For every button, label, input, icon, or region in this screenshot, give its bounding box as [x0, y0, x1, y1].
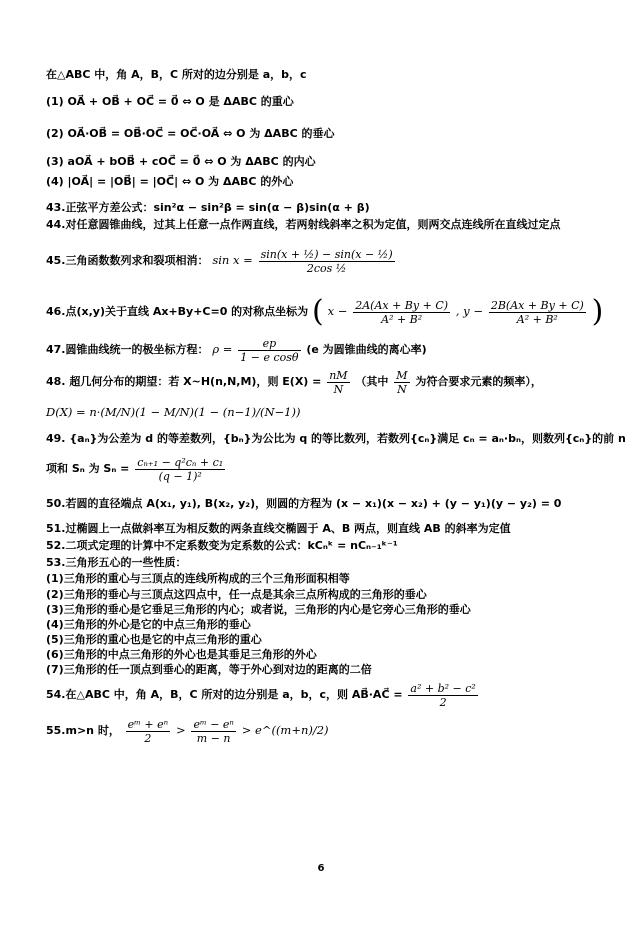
item-48-fraction-frequency: [394, 369, 409, 396]
item-45: [46, 236, 612, 284]
property-2: (2) OA⃗·OB⃗ = OB⃗·OC⃗ = OC⃗·OA⃗ ⇔ O 为 ΔABC 的垂心: [46, 127, 335, 140]
item-45-label: 45.三角函数数列求和裂项相消：: [46, 254, 209, 267]
property-4: (4) |OA⃗| = |OB⃗| = |OC⃗| ⇔ O 为 ΔABC 的外心: [46, 175, 294, 188]
item-48-text-3: 为符合要求元素的频率），: [415, 375, 542, 388]
item-47-lhs: ρ =: [212, 342, 233, 356]
item-48-numerator-1: nM: [329, 368, 348, 382]
item-49-numerator: cₙ₊₁ − q²cₙ + c₁: [137, 455, 224, 469]
item-49-sum: [46, 452, 612, 486]
right-paren: ): [591, 294, 604, 329]
item-48-denominator-1: N: [333, 382, 344, 396]
item-47-fraction: [238, 337, 300, 364]
item-48: [46, 366, 612, 398]
item-48-text-2: （其中: [355, 375, 389, 388]
item-46-fraction-x: [353, 299, 450, 326]
item-44: 44.对任意圆锥曲线，过其上任意一点作两直线，若两射线斜率之积为定值，则两交点连线所在直线过定点: [46, 218, 561, 231]
item-48-denominator-2: N: [397, 382, 407, 396]
item-55: [46, 713, 612, 747]
item-54-denominator: 2: [439, 695, 447, 709]
item-55-denominator-2: m − n: [196, 731, 231, 745]
property-3: (3) aOA⃗ + bOB⃗ + cOC⃗ = 0⃗ ⇔ O 为 ΔABC 的内心: [46, 155, 316, 168]
item-55-gt-2: > e^((m+n)/2): [241, 723, 329, 737]
item-52: 52.二项式定理的计算中不定系数变为定系数的公式：kCₙᵏ = nCₙ₋₁ᵏ⁻¹: [46, 539, 398, 552]
item-53-6: (6)三角形的中点三角形的外心也是其垂足三角形的外心: [46, 648, 317, 661]
item-53-5: (5)三角形的重心也是它的中点三角形的重心: [46, 633, 262, 646]
item-54-text: 54.在△ABC 中，角 A，B，C 所对的边分别是 a，b，c，则 AB⃗·AC⃗ =: [46, 688, 403, 701]
item-53-1: (1)三角形的重心与三顶点的连线所构成的三个三角形面积相等: [46, 572, 350, 585]
item-48-fraction-expectation: [327, 369, 349, 396]
item-54: [46, 678, 612, 712]
item-46: [46, 291, 612, 331]
item-47: [46, 333, 612, 365]
item-54-fraction: [408, 682, 477, 709]
item-47-label: 47.圆锥曲线统一的极坐标方程：: [46, 343, 209, 356]
item-53-7: (7)三角形的任一顶点到垂心的距离，等于外心到对边的距离的二倍: [46, 663, 372, 676]
item-53-4: (4)三角形的外心是它的中点三角形的垂心: [46, 618, 251, 631]
item-53: 53.三角形五心的一些性质：: [46, 556, 187, 569]
intro-line: 在△ABC 中，角 A，B，C 所对的边分别是 a，b，c: [46, 68, 307, 81]
item-48-text: 48. 超几何分布的期望：若 X~H(n,N,M)，则 E(X) =: [46, 375, 322, 388]
item-55-numerator-1: eᵐ + eⁿ: [127, 717, 169, 731]
property-1: (1) OA⃗ + OB⃗ + OC⃗ = 0⃗ ⇔ O 是 ΔABC 的重心: [46, 95, 294, 108]
item-46-numerator-y: 2B(Ax + By + C): [490, 298, 584, 312]
item-49-sum-text: 项和 Sₙ 为 Sₙ =: [46, 462, 130, 475]
item-46-x-term: x −: [327, 304, 348, 318]
item-45-numerator: sin(x + ½) − sin(x − ½): [260, 247, 393, 261]
item-46-label: 46.点(x,y)关于直线 Ax+By+C=0 的对称点坐标为: [46, 305, 309, 318]
item-55-gt-1: >: [175, 723, 186, 737]
item-45-lhs: sin x =: [212, 253, 253, 267]
item-55-text: 55.m>n 时，: [46, 724, 120, 737]
item-55-fraction-2: [191, 718, 235, 745]
item-45-denominator: 2cos ½: [306, 261, 347, 275]
item-51: 51.过椭圆上一点做斜率互为相反数的两条直线交椭圆于 A、B 两点，则直线 AB 的斜率为定值: [46, 522, 511, 535]
item-47-numerator: ep: [238, 337, 300, 351]
item-55-fraction-1: [126, 718, 170, 745]
item-55-denominator-1: 2: [144, 731, 152, 745]
item-55-numerator-2: eᵐ − eⁿ: [193, 717, 234, 731]
item-48-numerator-2: M: [396, 368, 408, 382]
item-53-3: (3)三角形的垂心是它垂足三角形的内心；或者说，三角形的内心是它旁心三角形的垂心: [46, 603, 471, 616]
item-50: 50.若圆的直径端点 A(x₁, y₁), B(x₂, y₂)，则圆的方程为 (x − x₁)(x − x₂) + (y − y₁)(y − y₂) = 0: [46, 497, 562, 510]
item-46-numerator-x: 2A(Ax + By + C): [355, 298, 449, 312]
item-45-fraction: [259, 248, 395, 275]
item-46-y-term: , y −: [455, 304, 483, 318]
item-54-numerator: a² + b² − c²: [410, 681, 476, 695]
item-48-variance: D(X) = n·(M/N)(1 − M/N)(1 − (n−1)/(N−1)): [46, 405, 301, 419]
left-paren: (: [312, 294, 324, 329]
page-number: 6: [317, 863, 325, 874]
item-46-denominator-y: A² + B²: [516, 312, 558, 326]
item-49-fraction: [135, 456, 225, 483]
item-53-2: (2)三角形的垂心与三顶点这四点中，任一点是其余三点所构成的三角形的垂心: [46, 588, 427, 601]
item-49-denominator: (q − 1)²: [158, 469, 202, 483]
item-49: 49. {aₙ}为公差为 d 的等差数列，{bₙ}为公比为 q 的等比数列，若数列{cₙ}满足 cₙ = aₙ·bₙ，则数列{cₙ}的前 n: [46, 432, 626, 445]
item-47-note: (e 为圆锥曲线的离心率): [306, 343, 427, 356]
item-47-denominator: 1 − e cosθ: [240, 350, 299, 364]
item-43: 43.正弦平方差公式：sin²α − sin²β = sin(α − β)sin(α + β): [46, 201, 370, 214]
item-46-denominator-x: A² + B²: [381, 312, 423, 326]
item-46-fraction-y: [489, 299, 586, 326]
